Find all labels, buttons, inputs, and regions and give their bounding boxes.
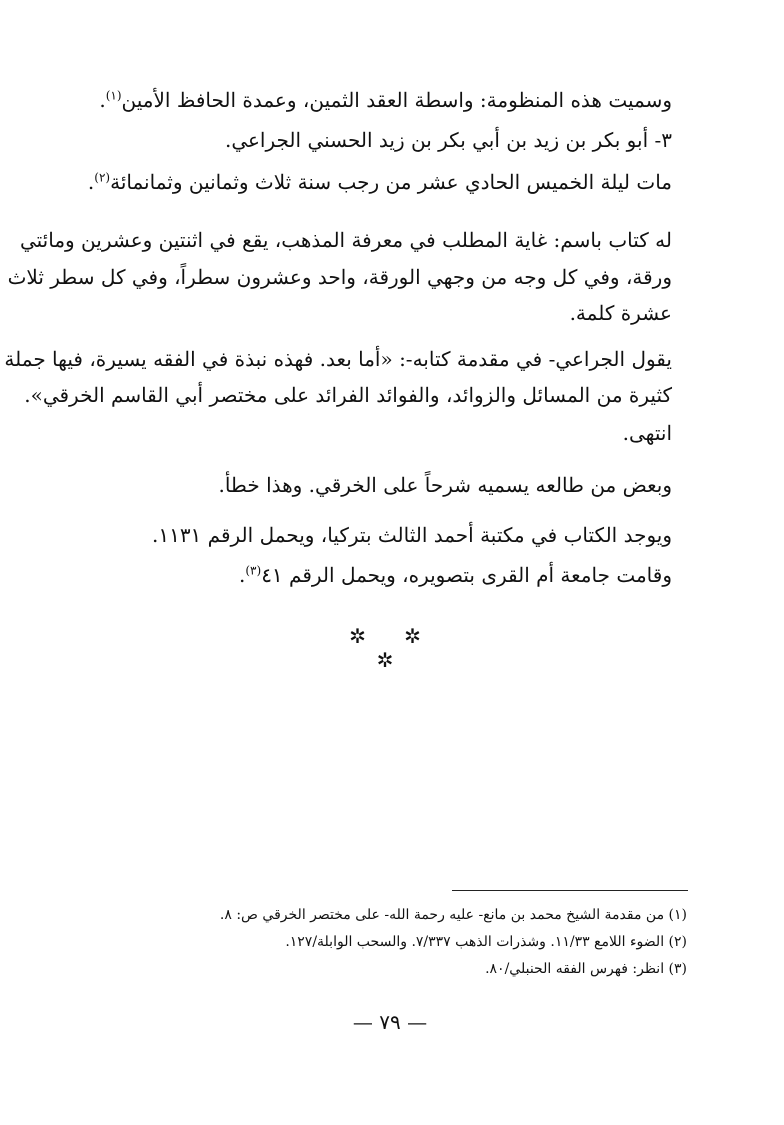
- paragraph-1-line-1: له كتاب باسم: غاية المطلب في معرفة المذهب، يقع في اثنتين وعشرين ومائتي: [19, 228, 672, 252]
- maktaba-line: ويوجد الكتاب في مكتبة أحمد الثالث بتركيا، ويحمل الرقم ١١٣١.: [151, 523, 672, 547]
- death-line: مات ليلة الخميس الحادي عشر من رجب سنة ثلاث وثمانين وثمانمائة$^{(٢)}$.: [87, 170, 672, 194]
- paragraph-1-line-2: ورقة، وفي كل وجه من وجهي الورقة، واحد وعشرون سطراً، وفي كل سطر ثلاث: [7, 265, 672, 289]
- paragraph-2-line-2: كثيرة من المسائل والزوائد، والفوائد الفرائد على مختصر أبي القاسم الخرقي».: [24, 383, 672, 407]
- footnote-ref-1: (١): [105, 88, 122, 103]
- jamia-text: وقامت جامعة أم القرى بتصويره، ويحمل الرقم ٤١: [261, 563, 672, 587]
- intro-text: وسميت هذه المنظومة: واسطة العقد الثمين، وعمدة الحافظ الأمين: [121, 88, 672, 112]
- footnote-ref-3: (٣): [245, 563, 262, 578]
- footnote-ref-2: (٢): [94, 170, 111, 185]
- footnote-3: (٣) انظر: فهرس الفقه الحنبلي/٨٠.: [485, 961, 687, 977]
- death-text: مات ليلة الخميس الحادي عشر من رجب سنة ثلاث وثمانين وثمانمائة: [110, 170, 672, 194]
- page-number: — ٧٩ —: [352, 1010, 428, 1034]
- entry-heading: ٣- أبو بكر بن زيد بن أبي بكر بن زيد الحسني الجراعي.: [224, 128, 672, 152]
- section-separator-stars: ✲ ✲ ✲: [349, 624, 437, 672]
- footnote-divider: [452, 890, 688, 891]
- paragraph-2-line-3: انتهى.: [622, 421, 672, 445]
- paragraph-2-line-1: يقول الجراعي- في مقدمة كتابه-: «أما بعد. فهذه نبذة في الفقه يسيرة، فيها جملة: [4, 347, 672, 371]
- footnote-1: (١) من مقدمة الشيخ محمد بن مانع- عليه رحمة الله- على مختصر الخرقي ص: ٨.: [219, 907, 687, 923]
- footnote-2: (٢) الضوء اللامع ١١/٣٣. وشذرات الذهب ٧/٣٣٧. والسحب الوابلة/١٢٧.: [285, 934, 687, 950]
- intro-line: وسميت هذه المنظومة: واسطة العقد الثمين، وعمدة الحافظ الأمين$^{(١)}$.: [99, 88, 672, 112]
- jamia-line: وقامت جامعة أم القرى بتصويره، ويحمل الرقم ٤١$^{(٣)}$.: [239, 563, 672, 587]
- paragraph-1-line-3: عشرة كلمة.: [569, 301, 672, 325]
- sharh-line: وبعض من طالعه يسميه شرحاً على الخرقي. وهذا خطأ.: [218, 473, 672, 497]
